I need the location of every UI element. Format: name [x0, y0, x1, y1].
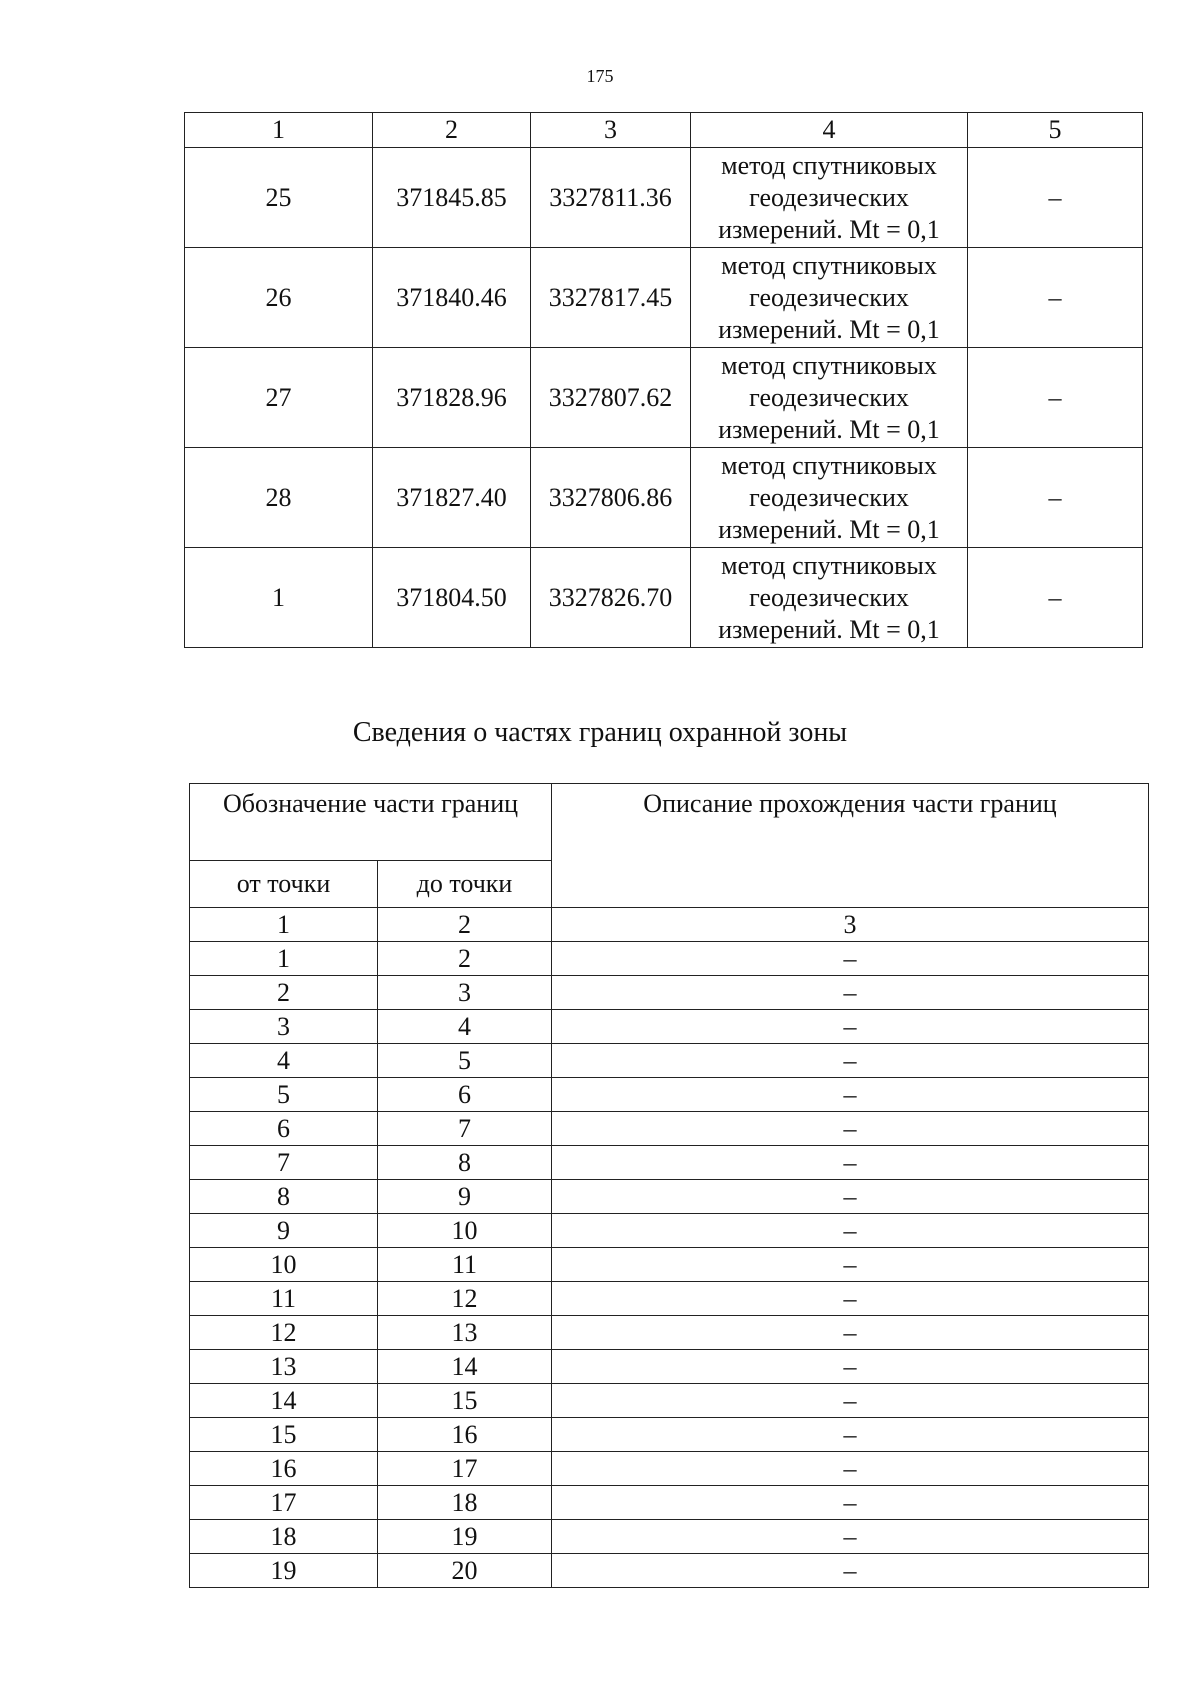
point-number-cell: 1 [185, 548, 373, 648]
description-cell: – [552, 1350, 1149, 1384]
table-row [190, 1554, 1149, 1588]
table-row [185, 448, 1143, 548]
description-cell: – [552, 1452, 1149, 1486]
coords-header-cell: 3 [531, 113, 691, 148]
to-point-cell: 6 [378, 1078, 552, 1112]
method-line: геодезических [749, 282, 909, 312]
point-number-cell: 26 [185, 248, 373, 348]
note-cell: – [968, 248, 1143, 348]
y-coordinate-cell: 3327806.86 [531, 448, 691, 548]
table-row [190, 1078, 1149, 1112]
from-point-cell: 1 [190, 942, 378, 976]
to-point-cell: 2 [378, 942, 552, 976]
page-number: 175 [586, 66, 614, 86]
coordinates-table [184, 112, 1143, 648]
column-number-cell: 2 [378, 908, 552, 942]
from-point-cell: 15 [190, 1418, 378, 1452]
method-line: измерений. Mt = 0,1 [718, 514, 940, 544]
method-cell [691, 548, 968, 648]
description-cell: – [552, 1112, 1149, 1146]
table-row [190, 1010, 1149, 1044]
method-cell [691, 348, 968, 448]
method-line: измерений. Mt = 0,1 [718, 314, 940, 344]
table-row [190, 1486, 1149, 1520]
to-point-cell: 17 [378, 1452, 552, 1486]
from-point-cell: 9 [190, 1214, 378, 1248]
x-coordinate-cell: 371845.85 [373, 148, 531, 248]
to-point-cell: 15 [378, 1384, 552, 1418]
description-cell: – [552, 1282, 1149, 1316]
table-row [190, 1248, 1149, 1282]
method-line: метод спутниковых [721, 250, 937, 280]
from-point-cell: 13 [190, 1350, 378, 1384]
method-cell [691, 248, 968, 348]
point-number-cell: 28 [185, 448, 373, 548]
column-number-cell: 1 [190, 908, 378, 942]
from-point-cell: 17 [190, 1486, 378, 1520]
coords-header-cell: 2 [373, 113, 531, 148]
to-point-cell: 9 [378, 1180, 552, 1214]
table-row [190, 1384, 1149, 1418]
table-row [190, 1214, 1149, 1248]
coords-header-cell: 4 [691, 113, 968, 148]
description-cell: – [552, 1214, 1149, 1248]
from-point-cell: 4 [190, 1044, 378, 1078]
method-line: геодезических [749, 482, 909, 512]
description-cell: – [552, 1486, 1149, 1520]
table-row [190, 1282, 1149, 1316]
table-row [190, 1112, 1149, 1146]
from-point-cell: 14 [190, 1384, 378, 1418]
from-point-header: от точки [190, 861, 378, 908]
boundary-parts-table [189, 783, 1149, 1588]
method-line: измерений. Mt = 0,1 [718, 214, 940, 244]
method-line: метод спутниковых [721, 450, 937, 480]
description-cell: – [552, 1010, 1149, 1044]
from-point-cell: 11 [190, 1282, 378, 1316]
from-point-cell: 5 [190, 1078, 378, 1112]
to-point-cell: 4 [378, 1010, 552, 1044]
y-coordinate-cell: 3327817.45 [531, 248, 691, 348]
from-point-cell: 8 [190, 1180, 378, 1214]
note-cell: – [968, 148, 1143, 248]
to-point-cell: 11 [378, 1248, 552, 1282]
note-cell: – [968, 348, 1143, 448]
x-coordinate-cell: 371840.46 [373, 248, 531, 348]
to-point-header: до точки [378, 861, 552, 908]
to-point-cell: 12 [378, 1282, 552, 1316]
to-point-cell: 18 [378, 1486, 552, 1520]
to-point-cell: 10 [378, 1214, 552, 1248]
to-point-cell: 8 [378, 1146, 552, 1180]
method-line: геодезических [749, 182, 909, 212]
from-point-cell: 6 [190, 1112, 378, 1146]
table-row [190, 1044, 1149, 1078]
description-cell: – [552, 1248, 1149, 1282]
description-cell: – [552, 942, 1149, 976]
from-point-cell: 18 [190, 1520, 378, 1554]
from-point-cell: 10 [190, 1248, 378, 1282]
point-number-cell: 25 [185, 148, 373, 248]
method-cell [691, 148, 968, 248]
y-coordinate-cell: 3327826.70 [531, 548, 691, 648]
to-point-cell: 13 [378, 1316, 552, 1350]
description-cell: – [552, 1044, 1149, 1078]
coords-header-cell: 5 [968, 113, 1143, 148]
table-row [190, 1180, 1149, 1214]
method-line: измерений. Mt = 0,1 [718, 614, 940, 644]
table-row [190, 1316, 1149, 1350]
to-point-cell: 5 [378, 1044, 552, 1078]
table-row [190, 942, 1149, 976]
description-cell: – [552, 1418, 1149, 1452]
from-point-cell: 16 [190, 1452, 378, 1486]
table-row [190, 1146, 1149, 1180]
table-row [185, 248, 1143, 348]
method-line: измерений. Mt = 0,1 [718, 414, 940, 444]
to-point-cell: 7 [378, 1112, 552, 1146]
coords-header-row [185, 113, 1143, 148]
y-coordinate-cell: 3327811.36 [531, 148, 691, 248]
from-point-cell: 2 [190, 976, 378, 1010]
description-cell: – [552, 1384, 1149, 1418]
coords-header-cell: 1 [185, 113, 373, 148]
to-point-cell: 14 [378, 1350, 552, 1384]
method-line: геодезических [749, 582, 909, 612]
y-coordinate-cell: 3327807.62 [531, 348, 691, 448]
section-title: Сведения о частях границ охранной зоны [352, 717, 848, 748]
boundary-designation-header: Обозначение части границ [190, 784, 552, 861]
description-cell: – [552, 1078, 1149, 1112]
description-cell: – [552, 1146, 1149, 1180]
from-point-cell: 12 [190, 1316, 378, 1350]
description-cell: – [552, 976, 1149, 1010]
parts-header-row [190, 784, 1149, 861]
table-row [190, 976, 1149, 1010]
table-row [185, 348, 1143, 448]
to-point-cell: 19 [378, 1520, 552, 1554]
method-cell [691, 448, 968, 548]
column-number-row [190, 908, 1149, 942]
from-point-cell: 3 [190, 1010, 378, 1044]
x-coordinate-cell: 371828.96 [373, 348, 531, 448]
method-line: метод спутниковых [721, 350, 937, 380]
table-row [190, 1452, 1149, 1486]
from-point-cell: 7 [190, 1146, 378, 1180]
point-number-cell: 27 [185, 348, 373, 448]
description-cell: – [552, 1554, 1149, 1588]
table-row [190, 1350, 1149, 1384]
method-line: метод спутниковых [721, 550, 937, 580]
table-row [190, 1520, 1149, 1554]
method-line: геодезических [749, 382, 909, 412]
note-cell: – [968, 548, 1143, 648]
table-row [185, 148, 1143, 248]
to-point-cell: 3 [378, 976, 552, 1010]
description-cell: – [552, 1180, 1149, 1214]
to-point-cell: 16 [378, 1418, 552, 1452]
table-row [185, 548, 1143, 648]
description-cell: – [552, 1316, 1149, 1350]
x-coordinate-cell: 371804.50 [373, 548, 531, 648]
x-coordinate-cell: 371827.40 [373, 448, 531, 548]
note-cell: – [968, 448, 1143, 548]
description-cell: – [552, 1520, 1149, 1554]
to-point-cell: 20 [378, 1554, 552, 1588]
from-point-cell: 19 [190, 1554, 378, 1588]
column-number-cell: 3 [552, 908, 1149, 942]
description-header: Описание прохождения части границ [552, 784, 1149, 908]
method-line: метод спутниковых [721, 150, 937, 180]
table-row [190, 1418, 1149, 1452]
